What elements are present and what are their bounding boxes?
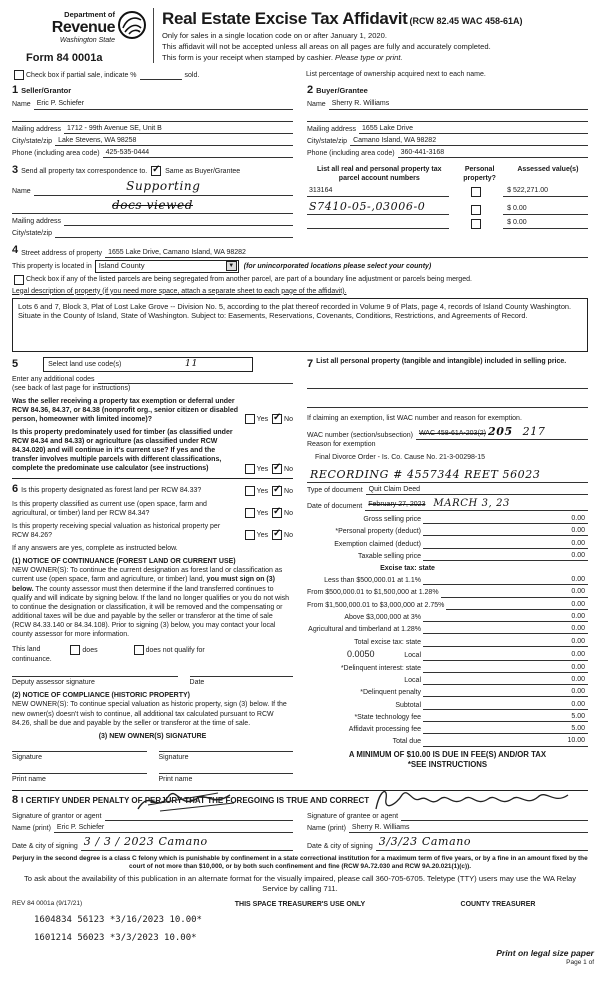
seller-name-field-2[interactable] — [12, 112, 293, 122]
correspondence-name-field-2[interactable] — [12, 198, 293, 215]
buyer-heading: Buyer/Grantee — [316, 86, 368, 96]
supporting-docs-note-1: Supporting — [126, 179, 201, 194]
tax-row-label: Local — [404, 677, 421, 685]
dept-of-label: Department of — [64, 10, 115, 19]
land-use-code-box[interactable] — [43, 357, 253, 372]
excise-tax-state-heading: Excise tax: state — [380, 564, 435, 572]
land-use-code-label: Select land use code(s) — [48, 360, 122, 368]
treasurer-use-label: THIS SPACE TREASURER'S USE ONLY — [234, 901, 366, 909]
exemption-note: If claiming an exemption, list WAC number and reason for exemption. — [307, 414, 522, 422]
section-6-number: 6 — [12, 482, 19, 495]
q-exemption-yes-checkbox[interactable] — [245, 414, 255, 424]
buyer-csz-field[interactable]: Camano Island, WA 98282 — [350, 136, 588, 146]
recording-number-hand: RECORDING # 4557344 REET 56023 — [310, 467, 541, 481]
form-title-rcw: (RCW 82.45 WAC 458-61A) — [409, 16, 523, 26]
q-historical-no-checkbox[interactable] — [272, 530, 282, 540]
notice-2-body: NEW OWNER(S): To continue special valuation as historic property, sign (3) below. If the new owner(s) doesn't wish to continue, all additional tax calculated pursuant to RCW 84.26, shall be due and payable by the seller or transferor at the time of sale. — [12, 701, 287, 727]
chevron-down-icon[interactable]: ▼ — [226, 261, 237, 271]
wac-hand-value-2: 217 — [522, 425, 546, 439]
parcel-table — [307, 163, 588, 238]
partial-sale-percent-field[interactable] — [140, 71, 182, 80]
rev-number: REV 84 0001a (9/17/21) — [12, 900, 83, 908]
header-note-1: Only for sales in a single location code on or after January 1, 2020. — [162, 31, 387, 41]
county-treasurer-label: COUNTY TREASURER — [460, 901, 536, 909]
correspondence-addr-label: Mailing address — [12, 218, 62, 226]
section-7-number: 7 — [307, 357, 314, 370]
assessed-value-header: Assessed value(s) — [517, 165, 579, 173]
recording-number-field[interactable] — [307, 468, 588, 483]
continuance-label: continuance. — [12, 656, 52, 664]
section-2-number: 2 — [307, 84, 314, 97]
seller-csz-field[interactable]: Lake Stevens, WA 98258 — [55, 136, 293, 146]
land-qualify-row: This land does does not qualify for — [12, 646, 205, 654]
grantor-signature-line[interactable] — [105, 811, 293, 821]
buyer-phone-label: Phone (including area code) — [307, 149, 395, 157]
header-divider — [153, 8, 154, 63]
tax-row-value[interactable]: 0.00 — [533, 663, 588, 673]
section-8-number: 8 — [12, 793, 19, 806]
tax-row-label: *Delinquent penalty — [360, 689, 421, 697]
certify-statement: I CERTIFY UNDER PENALTY OF PERJURY THAT THE FOREGOING IS TRUE AND CORRECT — [21, 795, 370, 805]
section-forest: 6 Is this property designated as forest land per RCW 84.33? Yes ✓ No — [12, 478, 293, 496]
personal-property-checkbox-2[interactable] — [471, 205, 481, 215]
print-note — [496, 948, 594, 967]
tax-row-label: Subtotal — [395, 701, 421, 709]
seller-heading: Seller/Grantor — [21, 86, 72, 96]
buyer-phone-field[interactable]: 360-441-3168 — [398, 148, 588, 158]
date-of-document-label: Date of document — [307, 502, 363, 510]
doc-date-hand: MARCH 3, 23 — [433, 497, 511, 509]
same-as-buyer-label: Same as Buyer/Grantee — [165, 167, 241, 175]
correspondence-csz-field[interactable] — [55, 228, 293, 238]
wac-number-field[interactable] — [416, 425, 588, 440]
personal-property-header: Personal property? — [463, 165, 496, 182]
buyer-name-field-2[interactable] — [307, 112, 588, 122]
tax-row-value[interactable]: 5.00 — [533, 724, 588, 734]
reason-for-exemption-value: Final Divorce Order - Is. Co. Cause No. 21-3-00298-15 — [315, 454, 486, 462]
section-correspondence — [12, 163, 293, 238]
personal-property-field-1[interactable] — [307, 379, 588, 389]
tax-row-value[interactable]: 0.00 — [533, 650, 588, 660]
tax-row-value[interactable]: 0.00 — [533, 600, 588, 610]
if-yes-note: If any answers are yes, complete as instructed below. — [12, 545, 178, 553]
section-landuse — [12, 357, 293, 372]
personal-property-heading: List all personal property (tangible and intangible) included in selling price. — [316, 357, 567, 365]
exemption-deferral-question: Was the seller receiving a property tax exemption or deferral under RCW 84.36, 84.37, or 84.38 (nonprofit org., senior citizen or disabled person, homeowner with limited income)? Yes ✓ No — [12, 397, 293, 424]
parcel-number-field-2[interactable]: S7410-05-,03006-0 — [307, 200, 449, 215]
wac-hand-value-1: 205 — [487, 425, 513, 439]
parcel-row — [307, 200, 588, 215]
section-1-number: 1 — [12, 84, 19, 97]
county-select-value: Island County — [98, 261, 145, 271]
tax-row-value[interactable]: 10.00 — [533, 736, 588, 746]
correspondence-csz-label: City/state/zip — [12, 230, 53, 238]
parcel-row — [307, 186, 588, 197]
tax-row-value[interactable]: 0.00 — [533, 539, 588, 549]
personal-property-field-2[interactable] — [307, 398, 588, 408]
type-of-document-field[interactable]: Quit Claim Deed — [366, 485, 588, 495]
alt-format-notice: To ask about the availability of this publication in an alternate format for the visually impaired, please call 360-705-6705. Teletype (TTY) users may use the WA Relay Service by calling 711. — [23, 874, 577, 894]
grantee-name-label: Name (print) — [307, 825, 346, 833]
section-4-number: 4 — [12, 244, 19, 257]
does-not-checkbox[interactable] — [134, 645, 144, 655]
additional-codes-field[interactable] — [98, 374, 294, 384]
assessed-value-field-1[interactable]: $ 522,271.00 — [503, 186, 588, 197]
washington-state-label: Washington State — [59, 36, 115, 44]
treasurer-stamp-1: 1604834 56123 *3/16/2023 10.00* — [34, 915, 202, 926]
grantee-date-label: Date & city of signing — [307, 842, 373, 850]
q-timber-no-checkbox[interactable] — [272, 464, 282, 474]
section-certify — [12, 790, 588, 851]
new-owner-signature-line-2[interactable]: Signature — [159, 751, 294, 762]
seller-addr-label: Mailing address — [12, 125, 62, 133]
wac-typed-value: WAC 458-61A-203(2) — [418, 430, 486, 438]
minimum-due-note: A MINIMUM OF $10.00 IS DUE IN FEE(S) AND/OR TAX — [348, 749, 547, 759]
parcel-number-field-1[interactable]: 313164 — [307, 186, 449, 197]
personal-property-checkbox-3[interactable] — [471, 219, 481, 229]
this-land-label: This land — [12, 646, 41, 654]
grantee-signature-line[interactable] — [401, 811, 588, 821]
date-of-document-field[interactable] — [365, 497, 588, 511]
does-checkbox[interactable] — [70, 645, 80, 655]
tax-row-value[interactable]: 0.00 — [533, 637, 588, 647]
tax-row-label: *Delinquent interest: state — [340, 664, 421, 672]
form-number: Form 84 0001a — [26, 51, 103, 64]
q-forest-yes-checkbox[interactable] — [245, 486, 255, 496]
grantor-date-label: Date & city of signing — [12, 842, 78, 850]
legal-description-label: Legal description of property (if you need more space, attach a separate sheet to each page of the affidavit). — [12, 287, 347, 295]
tax-row-label: Above $3,000,000 at 3% — [344, 614, 421, 622]
tax-computation — [307, 514, 588, 770]
tax-row-label: Taxable selling price — [357, 552, 421, 560]
buyer-addr-field[interactable]: 1655 Lake Drive — [359, 124, 588, 134]
header-note-2: This affidavit will not be accepted unless all areas on all pages are fully and accurately completed. — [162, 41, 491, 51]
agency-block — [12, 6, 147, 65]
tax-row-label: Less than $500,000.01 at 1.1% — [324, 577, 421, 585]
tax-row-label: From $500,000.01 to $1,500,000 at 1.28% — [307, 589, 439, 597]
correspondence-name-field[interactable] — [34, 179, 293, 196]
correspondence-addr-field[interactable] — [64, 216, 293, 226]
deputy-assessor-signature-line[interactable]: Deputy assessor signature — [12, 676, 178, 687]
q-timber-yes-checkbox[interactable] — [245, 464, 255, 474]
see-instructions-note: *SEE INSTRUCTIONS — [407, 759, 488, 769]
section-seller — [12, 83, 293, 158]
buyer-name-label: Name — [307, 101, 326, 109]
notice-continuance — [12, 557, 293, 687]
seller-phone-field[interactable]: 425-535-0444 — [103, 148, 293, 158]
tax-row-label: Exemption claimed (deduct) — [334, 540, 421, 548]
notice-1-heading: (1) NOTICE OF CONTINUANCE (FOREST LAND OR CURRENT USE) — [12, 558, 236, 566]
revenue-logo-icon — [117, 10, 147, 43]
partial-sale-label: Check box if partial sale, indicate % — [26, 72, 137, 80]
notice-1-body: NEW OWNER(S): To continue the current designation as forest land or classification as current use (open space, farm and agriculture, or timber) land, you must sign on (3) below. The county assessor must then determine if the land transferred continues to qualify and will indicate by signing below. If the land no longer qualifies or you do not wish to continue the designation or classification, it will be removed and the compensating or additional taxes will be due and payable by the seller or transferor at the time of sale (RCW 84.33.140 or 84.34.108). Prior to signing (3) below, you may contact your local county assessor for more information. — [12, 567, 290, 639]
tax-row-value[interactable]: 0.00 — [533, 700, 588, 710]
partial-sale-suffix: sold. — [184, 72, 200, 80]
treasurer-stamp-2: 1601214 56023 *3/3/2023 10.00* — [34, 932, 197, 943]
q-exemption-no-checkbox[interactable] — [272, 414, 282, 424]
buyer-addr-label: Mailing address — [307, 125, 357, 133]
street-address-label: Street address of property — [21, 249, 103, 257]
seller-addr-field[interactable]: 1712 - 99th Avenue SE, Unit B — [64, 124, 293, 134]
new-owner-print-line-2[interactable]: Print name — [159, 773, 294, 784]
q-currentuse-yes-checkbox[interactable] — [245, 508, 255, 518]
correspondence-name-label: Name — [12, 187, 31, 195]
tax-row-value[interactable]: 5.00 — [533, 712, 588, 722]
section-property — [12, 243, 588, 351]
located-in-label: This property is located in — [12, 262, 92, 270]
buyer-name-field[interactable]: Sherry R. Williams — [329, 99, 588, 109]
see-back-note: (see back of last page for instructions) — [12, 384, 131, 392]
tax-row-label: *State technology fee — [354, 713, 421, 721]
parcel-number-field-3[interactable] — [307, 218, 449, 229]
grantor-date-field[interactable]: 3 / 3 / 2023 Camano — [81, 835, 293, 850]
buyer-csz-label: City/state/zip — [307, 137, 348, 145]
tax-row-value[interactable]: 0.00 — [533, 612, 588, 622]
seller-name-field[interactable]: Eric P. Schiefer — [34, 99, 293, 109]
grantor-name-label: Name (print) — [12, 825, 51, 833]
form-header — [12, 6, 588, 65]
legal-description-box[interactable]: Lots 6 and 7, Block 3, Plat of Lost Lake Grove -- Division No. 5, according to the plat thereof recorded in Volume 9 of Plats, page 4, records of Island County Washington. Situate in the County of Island, State of Washington. Subject to: Easements, Reservations, Covenants, Conditions, Restrictions, and Agreements of Record. — [12, 298, 588, 352]
tax-row-label: Gross selling price — [363, 515, 421, 523]
q-forest-no-checkbox[interactable] — [272, 486, 282, 496]
tax-row-label: Local — [404, 652, 421, 660]
doc-date-struck: February 27, 2023 — [368, 500, 426, 508]
tax-row-label: Affidavit processing fee — [348, 726, 421, 734]
deputy-date-line[interactable]: Date — [190, 676, 293, 687]
grantor-sig-label: Signature of grantor or agent — [12, 813, 102, 821]
county-note: (for unincorporated locations please select your county) — [243, 262, 432, 270]
timber-agriculture-question: Is this property predominately used for timber (as classified under RCW 84.34 and 84.33) or agriculture (as classified under RCW 84.34.020) and will continue in it's current use? If yes and the transfer involves multiple parcels with different classifications, complete the predominate use calculator (see instructions) Yes ✓ No — [12, 428, 293, 473]
legal-size-note: Print on legal size paper — [496, 947, 594, 958]
local-rate-value: 0.0050 — [347, 648, 375, 659]
assessed-value-field-2[interactable]: $ 0.00 — [503, 204, 588, 215]
tax-row-label: Total excise tax: state — [354, 638, 421, 646]
form-title: Real Estate Excise Tax Affidavit — [162, 9, 408, 28]
header-note-3: This form is your receipt when stamped by cashier. Please type or print. — [162, 52, 403, 62]
parcel-numbers-header: List all real and personal property tax parcel account numbers — [317, 165, 442, 182]
type-of-document-label: Type of document — [307, 486, 363, 494]
notice-2-heading: (2) NOTICE OF COMPLIANCE (HISTORIC PROPERTY) — [12, 692, 190, 700]
revenue-wordmark: Revenue — [51, 18, 115, 36]
grantor-name-field[interactable]: Eric P. Schiefer — [54, 823, 293, 833]
tax-row-label: *Personal property (deduct) — [335, 528, 421, 536]
ownership-percentage-note: List percentage of ownership acquired next to each name. — [306, 71, 486, 79]
page-number: Page 1 of — [566, 958, 594, 966]
tax-row-label: Agricultural and timberland at 1.28% — [308, 626, 421, 634]
tax-row-value[interactable]: 0.00 — [533, 587, 588, 597]
wac-number-label: WAC number (section/subsection) — [307, 432, 413, 440]
reason-for-exemption-label: Reason for exemption — [307, 441, 376, 449]
street-address-field[interactable]: 1655 Lake Drive, Camano Island, WA 98282 — [105, 248, 588, 258]
tax-row-value[interactable]: 0.00 — [533, 514, 588, 524]
section-personal-property — [307, 357, 588, 784]
tax-row-value[interactable]: 0.00 — [533, 575, 588, 585]
county-select[interactable] — [95, 260, 239, 273]
section-5-number: 5 — [12, 358, 19, 371]
historical-question: Is this property receiving special valuation as historical property per RCW 84.26? Yes ✓ No — [12, 522, 293, 540]
grantee-name-field[interactable]: Sherry R. Williams — [349, 823, 588, 833]
perjury-notice: Perjury in the second degree is a class C felony which is punishable by confinement in a state correctional institution for a maximum term of five years, or by a fine in an amount fixed by the court of not more than $10,000, or by both such confinement and fine (RCW 9A.72.030 and RCW 9A.20.021(1)(c)). — [12, 854, 588, 870]
tax-row-value[interactable]: 0.00 — [533, 624, 588, 634]
additional-codes-label: Enter any additional codes — [12, 375, 95, 383]
tax-row-value[interactable]: 0.00 — [533, 551, 588, 561]
seller-phone-label: Phone (including area code) — [12, 149, 100, 157]
land-use-code-value: 11 — [184, 358, 199, 370]
assessed-value-field-3[interactable]: $ 0.00 — [503, 218, 588, 229]
supporting-docs-note-2: docs viewed — [112, 197, 193, 212]
new-owner-signature-line-1[interactable]: Signature — [12, 751, 147, 762]
grantee-sig-label: Signature of grantee or agent — [307, 813, 399, 821]
personal-property-checkbox-1[interactable] — [471, 187, 481, 197]
notice-compliance — [12, 691, 293, 784]
segregated-checkbox[interactable] — [14, 275, 24, 285]
new-owner-print-line-1[interactable]: Print name — [12, 773, 147, 784]
q-historical-yes-checkbox[interactable] — [245, 530, 255, 540]
section-buyer — [307, 83, 588, 158]
same-as-buyer-checkbox[interactable] — [151, 166, 161, 176]
partial-sale-checkbox[interactable] — [14, 70, 24, 80]
seller-name-label: Name — [12, 101, 31, 109]
segregated-label: Check box if any of the listed parcels are being segregated from another parcel, are part of a boundary line adjustment or parcels being merged. — [26, 275, 472, 283]
tax-row-value[interactable]: 0.00 — [533, 687, 588, 697]
tax-row-value[interactable]: 0.00 — [533, 526, 588, 536]
correspondence-heading: Send all property tax correspondence to. — [21, 167, 148, 175]
current-use-question: Is this property classified as current use (open space, farm and agricultural, or timber) land per RCW 84.34? Yes ✓ No — [12, 500, 293, 518]
q-currentuse-no-checkbox[interactable] — [272, 508, 282, 518]
section-3-number: 3 — [12, 163, 19, 176]
parcel-row — [307, 218, 588, 229]
new-owner-signature-heading: (3) NEW OWNER(S) SIGNATURE — [98, 732, 207, 740]
tax-row-label: From $1,500,000.01 to $3,000,000 at 2.75% — [307, 601, 445, 609]
tax-row-value[interactable]: 0.00 — [533, 675, 588, 685]
grantee-date-field[interactable]: 3/3/23 Camano — [376, 835, 588, 850]
tax-row-label: Total due — [392, 738, 421, 746]
seller-csz-label: City/state/zip — [12, 137, 53, 145]
